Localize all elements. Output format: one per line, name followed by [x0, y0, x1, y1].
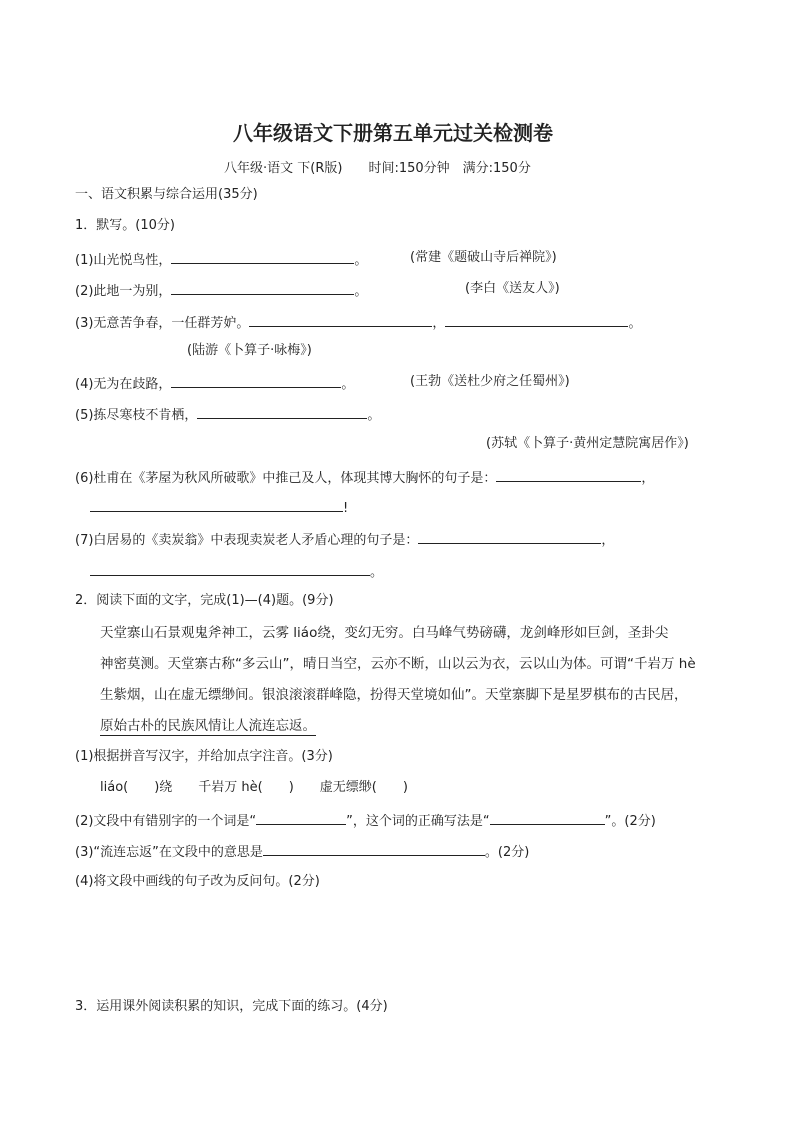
q1-item-5-text: (5)拣尽寒枝不肯栖，	[75, 408, 198, 423]
q2-sub-1-answers: liáo( )绕 千岩万 hè( ) 虚无缥缈( )	[100, 780, 408, 795]
punct: ，	[432, 316, 446, 331]
punct: 。	[628, 316, 642, 331]
q2-sub-3-text: (3)“流连忘返”在文段中的意思是	[75, 845, 263, 860]
q1-item-6-cont	[90, 497, 348, 518]
answer-blank[interactable]	[171, 249, 354, 264]
punct: ，	[601, 533, 615, 548]
reading-passage-line: 生紫烟，山在虚无缥缈间。银浪滚滚群峰隐，扮得天堂境如仙”。天堂寨脚下是星罗棋布的古民居，	[100, 687, 688, 703]
q1-item-4-source: (王勃《送杜少府之任蜀州》)	[410, 374, 570, 389]
q2-sub-1: (1)根据拼音写汉字，并给加点字注音。(3分)	[75, 749, 333, 764]
question-2-heading: 2．阅读下面的文字，完成(1)—(4)题。(9分)	[75, 593, 334, 608]
q2-sub-3	[75, 841, 529, 862]
q1-item-7	[75, 529, 614, 550]
answer-blank[interactable]	[90, 497, 343, 512]
section-heading: 一、语文积累与综合运用(35分)	[75, 187, 258, 202]
punct: 。	[354, 253, 368, 268]
page-title: 八年级语文下册第五单元过关检测卷	[233, 121, 553, 145]
question-3-heading: 3．运用课外阅读积累的知识，完成下面的练习。(4分)	[75, 999, 388, 1014]
answer-blank[interactable]	[490, 810, 605, 825]
q2-sub-2-text: ”。(2分)	[604, 814, 656, 829]
q1-item-3-text: (3)无意苦争春，一任群芳妒。	[75, 316, 250, 331]
punct: ，	[641, 471, 655, 486]
q1-item-4-text: (4)无为在歧路，	[75, 377, 172, 392]
answer-blank[interactable]	[171, 280, 354, 295]
q1-item-5-source: (苏轼《卜算子·黄州定慧院寓居作》)	[486, 436, 689, 451]
subtitle: 八年级·语文 下(R版) 时间:150分钟 满分:150分	[224, 161, 531, 176]
q1-item-1-text: (1)山光悦鸟性，	[75, 253, 172, 268]
underlined-sentence: 原始古朴的民族风情让人流连忘返。	[100, 718, 316, 734]
q1-item-6-text: (6)杜甫在《茅屋为秋风所破歌》中推己及人，体现其博大胸怀的句子是：	[75, 471, 497, 486]
question-1-heading: 1．默写。(10分)	[75, 218, 175, 233]
answer-blank[interactable]	[249, 312, 432, 327]
answer-blank[interactable]	[171, 373, 341, 388]
q1-item-1	[75, 249, 367, 270]
punct: 。	[367, 408, 381, 423]
q1-item-7-text: (7)白居易的《卖炭翁》中表现卖炭老人矛盾心理的句子是：	[75, 533, 419, 548]
punct: 。	[341, 377, 355, 392]
q2-sub-2-text: ”，这个词的正确写法是“	[346, 814, 490, 829]
q1-item-5	[75, 404, 380, 425]
q2-sub-4: (4)将文段中画线的句子改为反问句。(2分)	[75, 874, 320, 889]
q1-item-4	[75, 373, 354, 394]
q2-sub-2-text: (2)文段中有错别字的一个词是“	[75, 814, 257, 829]
q1-item-2	[75, 280, 367, 301]
answer-blank[interactable]	[418, 529, 601, 544]
answer-blank[interactable]	[445, 312, 628, 327]
q1-item-1-source: (常建《题破山寺后禅院》)	[410, 250, 557, 265]
answer-blank[interactable]	[263, 841, 485, 856]
q2-sub-3-text: 。(2分)	[484, 845, 530, 860]
reading-passage-line: 神密莫测。天堂寨古称“多云山”，晴日当空，云亦不断，山以云为衣，云以山为体。可谓“千岩万 hè	[100, 656, 696, 672]
answer-blank[interactable]	[496, 467, 641, 482]
q1-item-2-source: (李白《送友人》)	[465, 281, 560, 296]
q1-item-3-source: (陆游《卜算子·咏梅》)	[187, 343, 312, 358]
punct: 。	[354, 284, 368, 299]
q1-item-3	[75, 312, 641, 333]
q2-sub-2	[75, 810, 656, 831]
punct: 。	[370, 565, 384, 580]
q1-item-6	[75, 467, 654, 488]
reading-passage-line: 天堂寨山石景观鬼斧神工，云雾 liáo绕，变幻无穷。白马峰气势磅礴，龙剑峰形如巨剑，圣卦尖	[100, 625, 669, 641]
q1-item-2-text: (2)此地一为别，	[75, 284, 172, 299]
answer-blank[interactable]	[256, 810, 346, 825]
q1-item-7-cont	[90, 561, 383, 582]
punct: !	[343, 501, 349, 516]
answer-blank[interactable]	[197, 404, 367, 419]
answer-blank[interactable]	[90, 561, 370, 576]
